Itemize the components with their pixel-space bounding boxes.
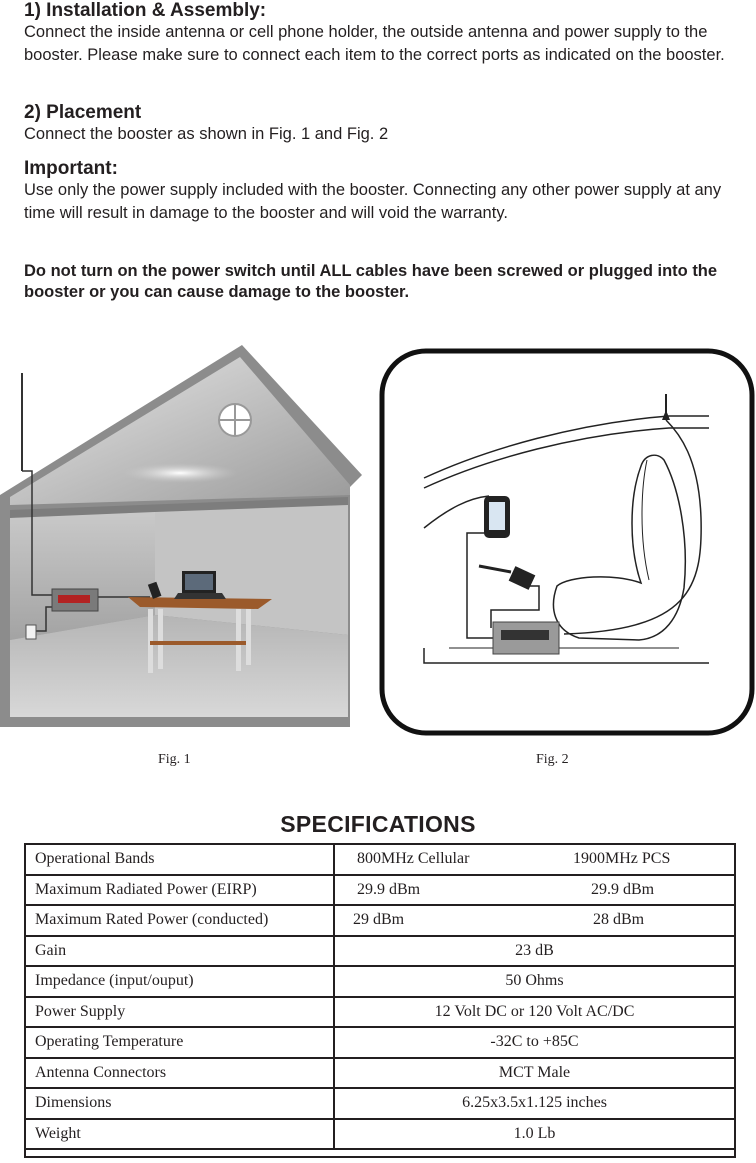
power-outlet [26, 625, 36, 639]
spec-value-pair [334, 905, 734, 936]
spec-value: 12 Volt DC or 120 Volt AC/DC [334, 997, 734, 1028]
table-row [26, 1088, 734, 1119]
table-row [26, 845, 734, 875]
spec-value: -32C to +85C [334, 1027, 734, 1058]
spec-value-pair [334, 875, 734, 906]
installation-heading: 1) Installation & Assembly: [24, 0, 267, 21]
spec-value-a: 29 dBm [353, 911, 405, 929]
spec-value: MCT Male [334, 1058, 734, 1089]
spec-value: 6.25x3.5x1.125 inches [334, 1088, 734, 1119]
important-heading: Important: [24, 158, 118, 179]
placement-section [24, 102, 749, 146]
vehicle-illustration [379, 348, 755, 736]
important-body: Use only the power supply included with the booster. Connecting any other power supply at any time will result in damage to the booster and will void the warranty. [24, 181, 722, 222]
table-row [26, 1119, 734, 1150]
spec-label: Power Supply [26, 997, 334, 1028]
table-row [26, 1027, 734, 1058]
placement-heading: 2) Placement [24, 102, 142, 123]
house-illustration [0, 345, 362, 735]
placement-body: Connect the booster as shown in Fig. 1 and Fig. 2 [24, 125, 389, 143]
spec-value: 50 Ohms [334, 966, 734, 997]
fig1-caption: Fig. 1 [158, 752, 191, 767]
spec-label: Dimensions [26, 1088, 334, 1119]
installation-body: Connect the inside antenna or cell phone holder, the outside antenna and power supply to the booster. Please make sure to connect each item to the correct ports as indicated on the booster. [24, 23, 725, 64]
table-row [26, 966, 734, 997]
spec-value-b: 29.9 dBm [591, 880, 655, 898]
table-row [26, 905, 734, 936]
spec-label: Antenna Connectors [26, 1058, 334, 1089]
spec-label: Maximum Radiated Power (EIRP) [26, 875, 334, 906]
table-row [26, 936, 734, 967]
table-row [26, 1058, 734, 1089]
spec-value-pair [334, 845, 734, 875]
specifications-table [26, 845, 734, 1150]
spec-value-a: 800MHz Cellular [357, 850, 470, 868]
spec-label: Impedance (input/ouput) [26, 966, 334, 997]
spec-label: Operational Bands [26, 845, 334, 875]
spec-label: Operating Temperature [26, 1027, 334, 1058]
table-row [26, 875, 734, 906]
important-section [24, 158, 749, 225]
spec-label: Maximum Rated Power (conducted) [26, 905, 334, 936]
vehicle-frame [382, 351, 752, 733]
spec-value-b: 1900MHz PCS [573, 850, 671, 868]
spec-label: Weight [26, 1119, 334, 1150]
spec-value: 23 dB [334, 936, 734, 967]
spec-value: 1.0 Lb [334, 1119, 734, 1150]
table-row [26, 997, 734, 1028]
spec-value-a: 29.9 dBm [357, 880, 421, 898]
fig2-caption: Fig. 2 [536, 752, 569, 767]
installation-section [24, 0, 749, 67]
spec-value-b: 28 dBm [593, 911, 645, 929]
power-switch-warning: Do not turn on the power switch until ALL cables have been screwed or plugged into the booster or you can cause damage to the booster. [24, 262, 718, 301]
spec-label: Gain [26, 936, 334, 967]
specifications-title: SPECIFICATIONS [280, 811, 476, 837]
